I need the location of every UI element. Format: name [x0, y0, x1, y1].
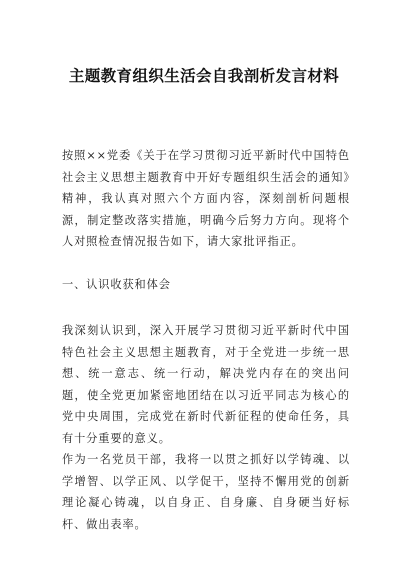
body-paragraph: 我深刻认识到，深入开展学习贯彻习近平新时代中国特色社会主义思想主题教育，对于全党进一步统一思想、统一意志、统一行动，解决党内存在的突出问题，使全党更加紧密地团结在以习近平同志为核心的党中央周围，完成党在新时代新征程的使命任务，具有十分重要的意义。	[62, 324, 350, 445]
intro-paragraph: 按照××党委《关于在学习贯彻习近平新时代中国特色社会主义思想主题教育中开好专题组织生活会的通知》精神，我认真对照六个方面内容，深刻剖析问题根源，制定整改落实措施，明确今后努力方向。现将个人对照检查情况报告如下，请大家批评指正。	[62, 149, 350, 248]
document-title: 主题教育组织生活会自我剖析发言材料	[68, 67, 340, 85]
body-paragraph: 作为一名党员干部，我将一以贯之抓好以学铸魂、以学增智、以学正风、以学促干，坚持不懈用党的创新理论凝心铸魂，以自身正、自身廉、自身硬当好标杆、做出表率。	[62, 453, 350, 531]
section-heading: 一、认识收获和体会	[62, 278, 171, 291]
